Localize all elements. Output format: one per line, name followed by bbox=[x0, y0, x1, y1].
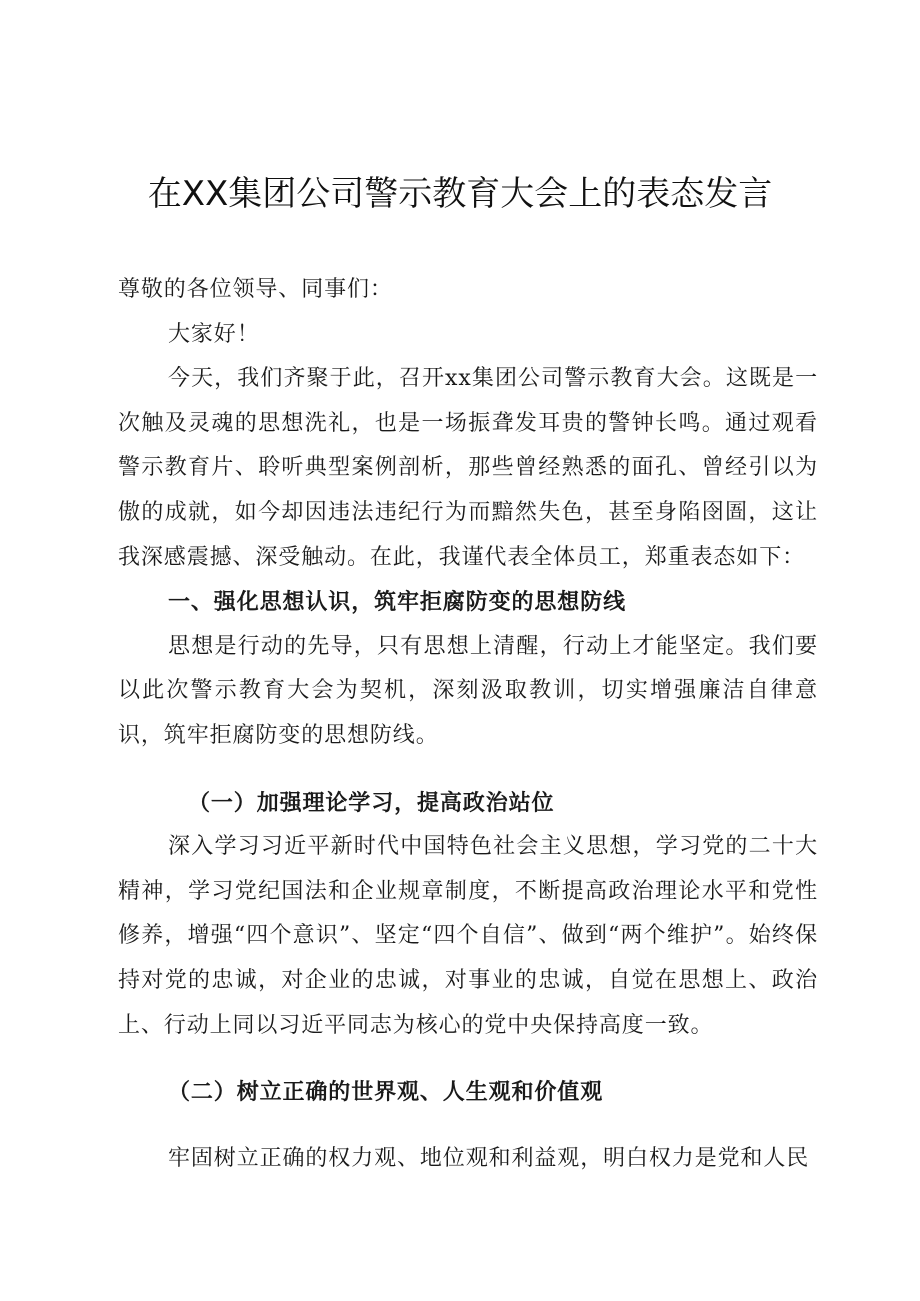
greeting: 大家好！ bbox=[168, 321, 260, 347]
document-body bbox=[118, 268, 818, 1181]
subsection-heading-1: （一）加强理论学习，提高政治站位 bbox=[188, 789, 555, 816]
document-title: 在XX集团公司警示教育大会上的表态发言 bbox=[147, 174, 773, 214]
intro-paragraph: 今天，我们齐聚于此，召开xx集团公司警示教育大会。这既是一次触及灵魂的思想洗礼，也是一场振聋发耳贵的警钟长鸣。通过观看警示教育片、聆听典型案例剖析，那些曾经熟悉的面孔、曾经引以为傲的成就，如今却因违法违纪行为而黯然失色，甚至身陷囹圄，这让我深感震撼、深受触动。在此，我谨代表全体员工，郑重表态如下： bbox=[118, 366, 818, 570]
section-paragraph-1: 思想是行动的先导，只有思想上清醒，行动上才能坚定。我们要以此次警示教育大会为契机，深刻汲取教训，切实增强廉洁自律意识，筑牢拒腐防变的思想防线。 bbox=[118, 633, 818, 748]
subsection-paragraph-1: 深入学习习近平新时代中国特色社会主义思想，学习党的二十大精神，学习党纪国法和企业规章制度，不断提高政治理论水平和党性修养，增强“四个意识”、坚定“四个自信”、做到“两个维护”。始终保持对党的忠诚，对企业的忠诚，对事业的忠诚，自觉在思想上、政治上、行动上同以习近平同志为核心的党中央保持高度一致。 bbox=[118, 834, 818, 1038]
section-heading-1: 一、强化思想认识，筑牢拒腐防变的思想防线 bbox=[168, 589, 627, 616]
salutation: 尊敬的各位领导、同事们： bbox=[118, 277, 393, 302]
subsection-heading-2: （二）树立正确的世界观、人生观和价值观 bbox=[168, 1079, 604, 1106]
subsection-paragraph-2: 牢固树立正确的权力观、地位观和利益观，明白权力是党和人民 bbox=[168, 1145, 810, 1171]
